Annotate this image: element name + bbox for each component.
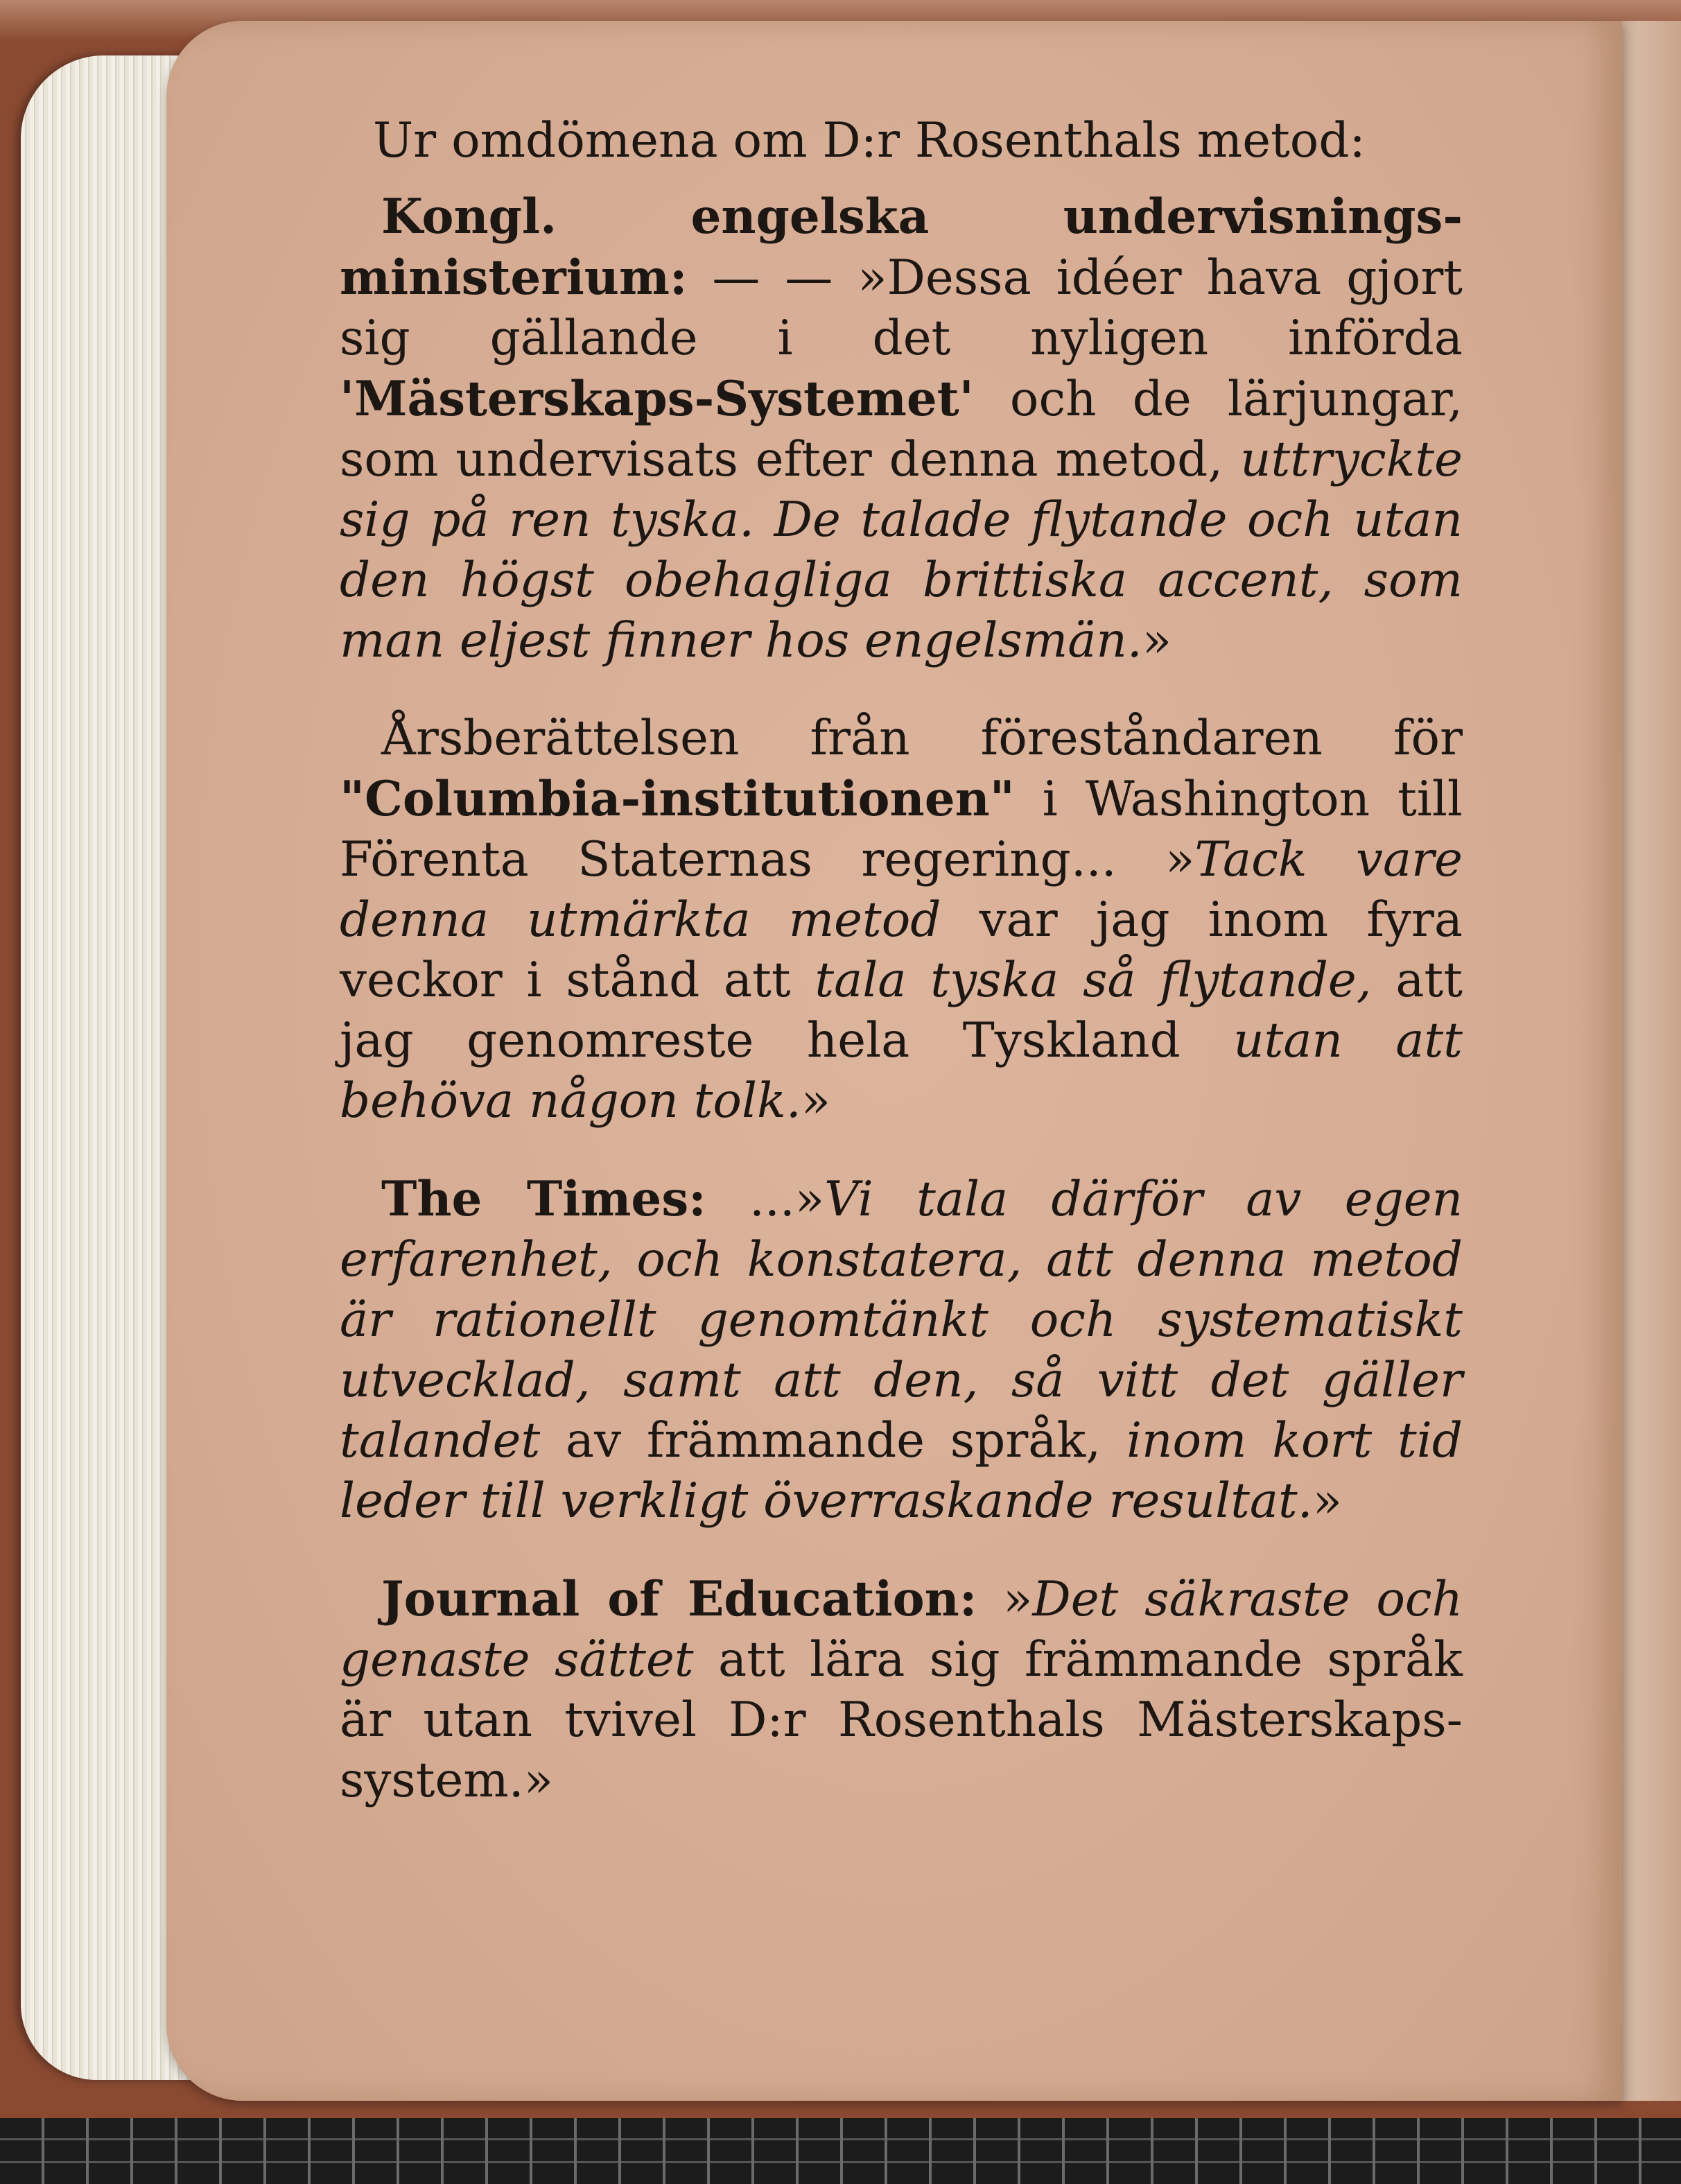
quote-text: och de lärjungar, som undervisats efter denna metod, <box>340 372 1463 487</box>
quote-italic: inom kort tid leder till verkligt överraskande resultat. <box>340 1413 1463 1529</box>
close-quote: » <box>1142 613 1172 668</box>
bold-term: "Columbia-institutionen" <box>340 771 1015 827</box>
open-quote: » <box>1165 832 1195 887</box>
quote-italic: utan att behöva någon tolk. <box>340 1013 1463 1129</box>
quote-text: Dessa idéer hava gjort sig gällande i det nyligen införda <box>340 250 1463 366</box>
close-quote: » <box>801 1073 830 1129</box>
quote-ministry <box>340 187 1463 671</box>
ruler-strip <box>0 2118 1681 2184</box>
page-text <box>340 111 1463 1848</box>
bold-term: 'Mästerskaps-Systemet' <box>340 371 974 427</box>
close-quote: » <box>1312 1473 1342 1529</box>
open-quote: » <box>794 1172 825 1227</box>
close-quote: » <box>523 1753 553 1808</box>
open-quote: » <box>1003 1572 1033 1627</box>
quote-text: att jag genomreste hela Tyskland <box>340 953 1463 1068</box>
quote-text: Årsberättelsen från föreståndaren för <box>381 711 1463 766</box>
quote-columbia <box>340 709 1463 1132</box>
quote-italic: Det säkraste och genaste sättet <box>340 1572 1463 1688</box>
quote-source: Kongl. engelska undervisnings-ministerium: <box>340 189 1463 306</box>
quote-journal <box>340 1569 1463 1811</box>
quote-text: i Washington till Förenta Staternas regering... <box>340 772 1463 887</box>
quote-source: Journal of Education: <box>381 1571 977 1627</box>
quote-source: The Times: <box>381 1171 706 1227</box>
dashes: — — <box>712 250 833 306</box>
quote-text: var jag inom fyra veckor i stånd att <box>340 892 1463 1008</box>
quote-times <box>340 1169 1463 1532</box>
open-quote: » <box>857 250 887 306</box>
page-heading: Ur omdömena om D:r Rosenthals metod: <box>373 113 1366 168</box>
ellipsis: ... <box>749 1172 795 1227</box>
quote-text: av främmande språk, <box>540 1413 1126 1468</box>
quote-text: att lära sig främmande språk är utan tvivel D:r Rosenthals Mästerskaps-system. <box>340 1632 1463 1808</box>
quote-italic: Tack vare denna utmärkta metod <box>340 832 1463 948</box>
quote-italic: Vi tala därför av egen erfarenhet, och konstatera, att denna metod är rationellt genomtänkt och systematiskt utvecklad, samt att den, så vitt det gäller talandet <box>340 1172 1463 1468</box>
quote-italic: uttryckte sig på ren tyska. De talade flytande och utan den högst obehagliga brittiska accent, som man eljest finner hos engelsmän. <box>340 432 1463 668</box>
quote-italic: tala tyska så flytande, <box>815 953 1372 1008</box>
